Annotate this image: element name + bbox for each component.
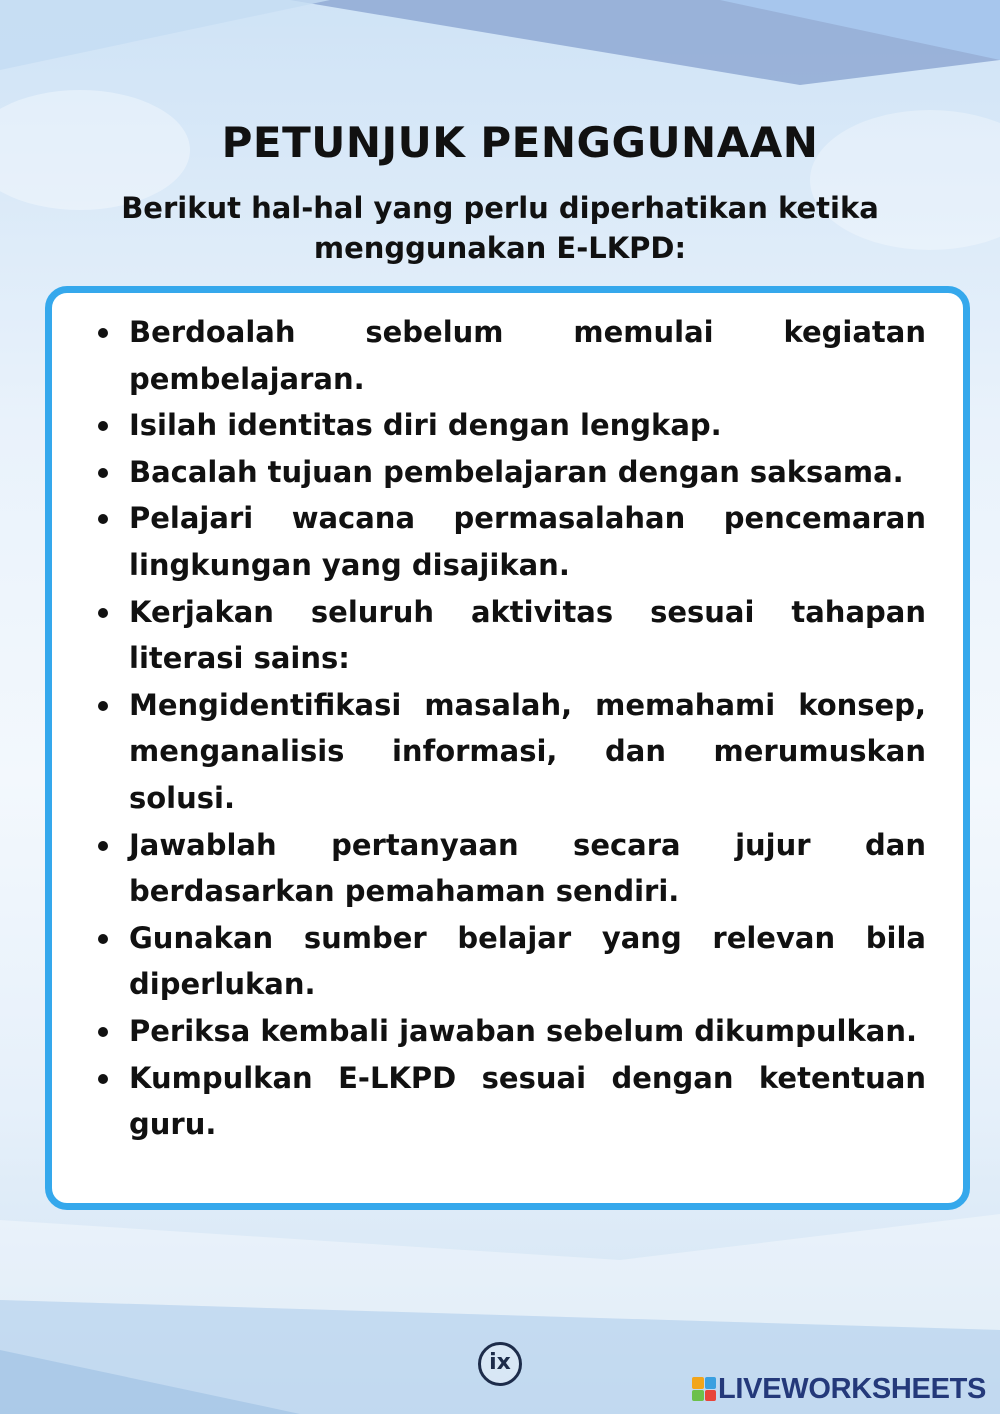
list-item: [84, 589, 926, 682]
list-item: [84, 1055, 926, 1148]
list-item: [84, 822, 926, 915]
list-item: [84, 309, 926, 402]
bullet-icon: [98, 934, 108, 944]
liveworksheets-logo[interactable]: [692, 1373, 986, 1405]
watermark-text: LIVEWORKSHEETS: [718, 1372, 987, 1405]
list-item-text: Bacalah tujuan pembelajaran dengan saksama.: [129, 454, 904, 489]
page-number: ix: [478, 1342, 522, 1386]
list-item-text: Gunakan sumber belajar yang relevan bila diperlukan.: [129, 920, 926, 1002]
bullet-icon: [98, 468, 108, 478]
liveworksheets-icon: [692, 1377, 716, 1401]
bullet-icon: [98, 421, 108, 431]
instructions-list: [84, 309, 926, 1148]
list-item-text: Isilah identitas diri dengan lengkap.: [129, 408, 722, 443]
list-item-text: Kerjakan seluruh aktivitas sesuai tahapan literasi sains:: [129, 594, 926, 676]
list-item: [84, 682, 926, 822]
list-item-text: Kumpulkan E-LKPD sesuai dengan ketentuan guru.: [129, 1060, 926, 1142]
list-item-text: Jawablah pertanyaan secara jujur dan berdasarkan pemahaman sendiri.: [129, 827, 926, 909]
bullet-icon: [98, 328, 108, 338]
list-item-text: Pelajari wacana permasalahan pencemaran lingkungan yang disajikan.: [129, 501, 926, 582]
list-item-text: Mengidentifikasi masalah, memahami konsep, menganalisis informasi, dan merumuskan solusi.: [129, 687, 926, 815]
page-title: PETUNJUK PENGGUNAAN: [221, 118, 819, 167]
list-item: [84, 449, 926, 496]
bullet-icon: [98, 514, 108, 524]
list-item-text: Berdoalah sebelum memulai kegiatan pembelajaran.: [129, 315, 926, 396]
list-item: [84, 915, 926, 1008]
bullet-icon: [98, 608, 108, 618]
bullet-icon: [98, 1027, 108, 1037]
page-subtitle: Berikut hal-hal yang perlu diperhatikan ketika menggunakan E-LKPD:: [121, 191, 879, 265]
list-item: [84, 402, 926, 449]
list-item: [84, 1008, 926, 1055]
bullet-icon: [98, 841, 108, 851]
bullet-icon: [98, 701, 108, 711]
bullet-icon: [98, 1074, 108, 1084]
list-item-text: Periksa kembali jawaban sebelum dikumpulkan.: [129, 1013, 917, 1048]
list-item: [84, 495, 926, 588]
